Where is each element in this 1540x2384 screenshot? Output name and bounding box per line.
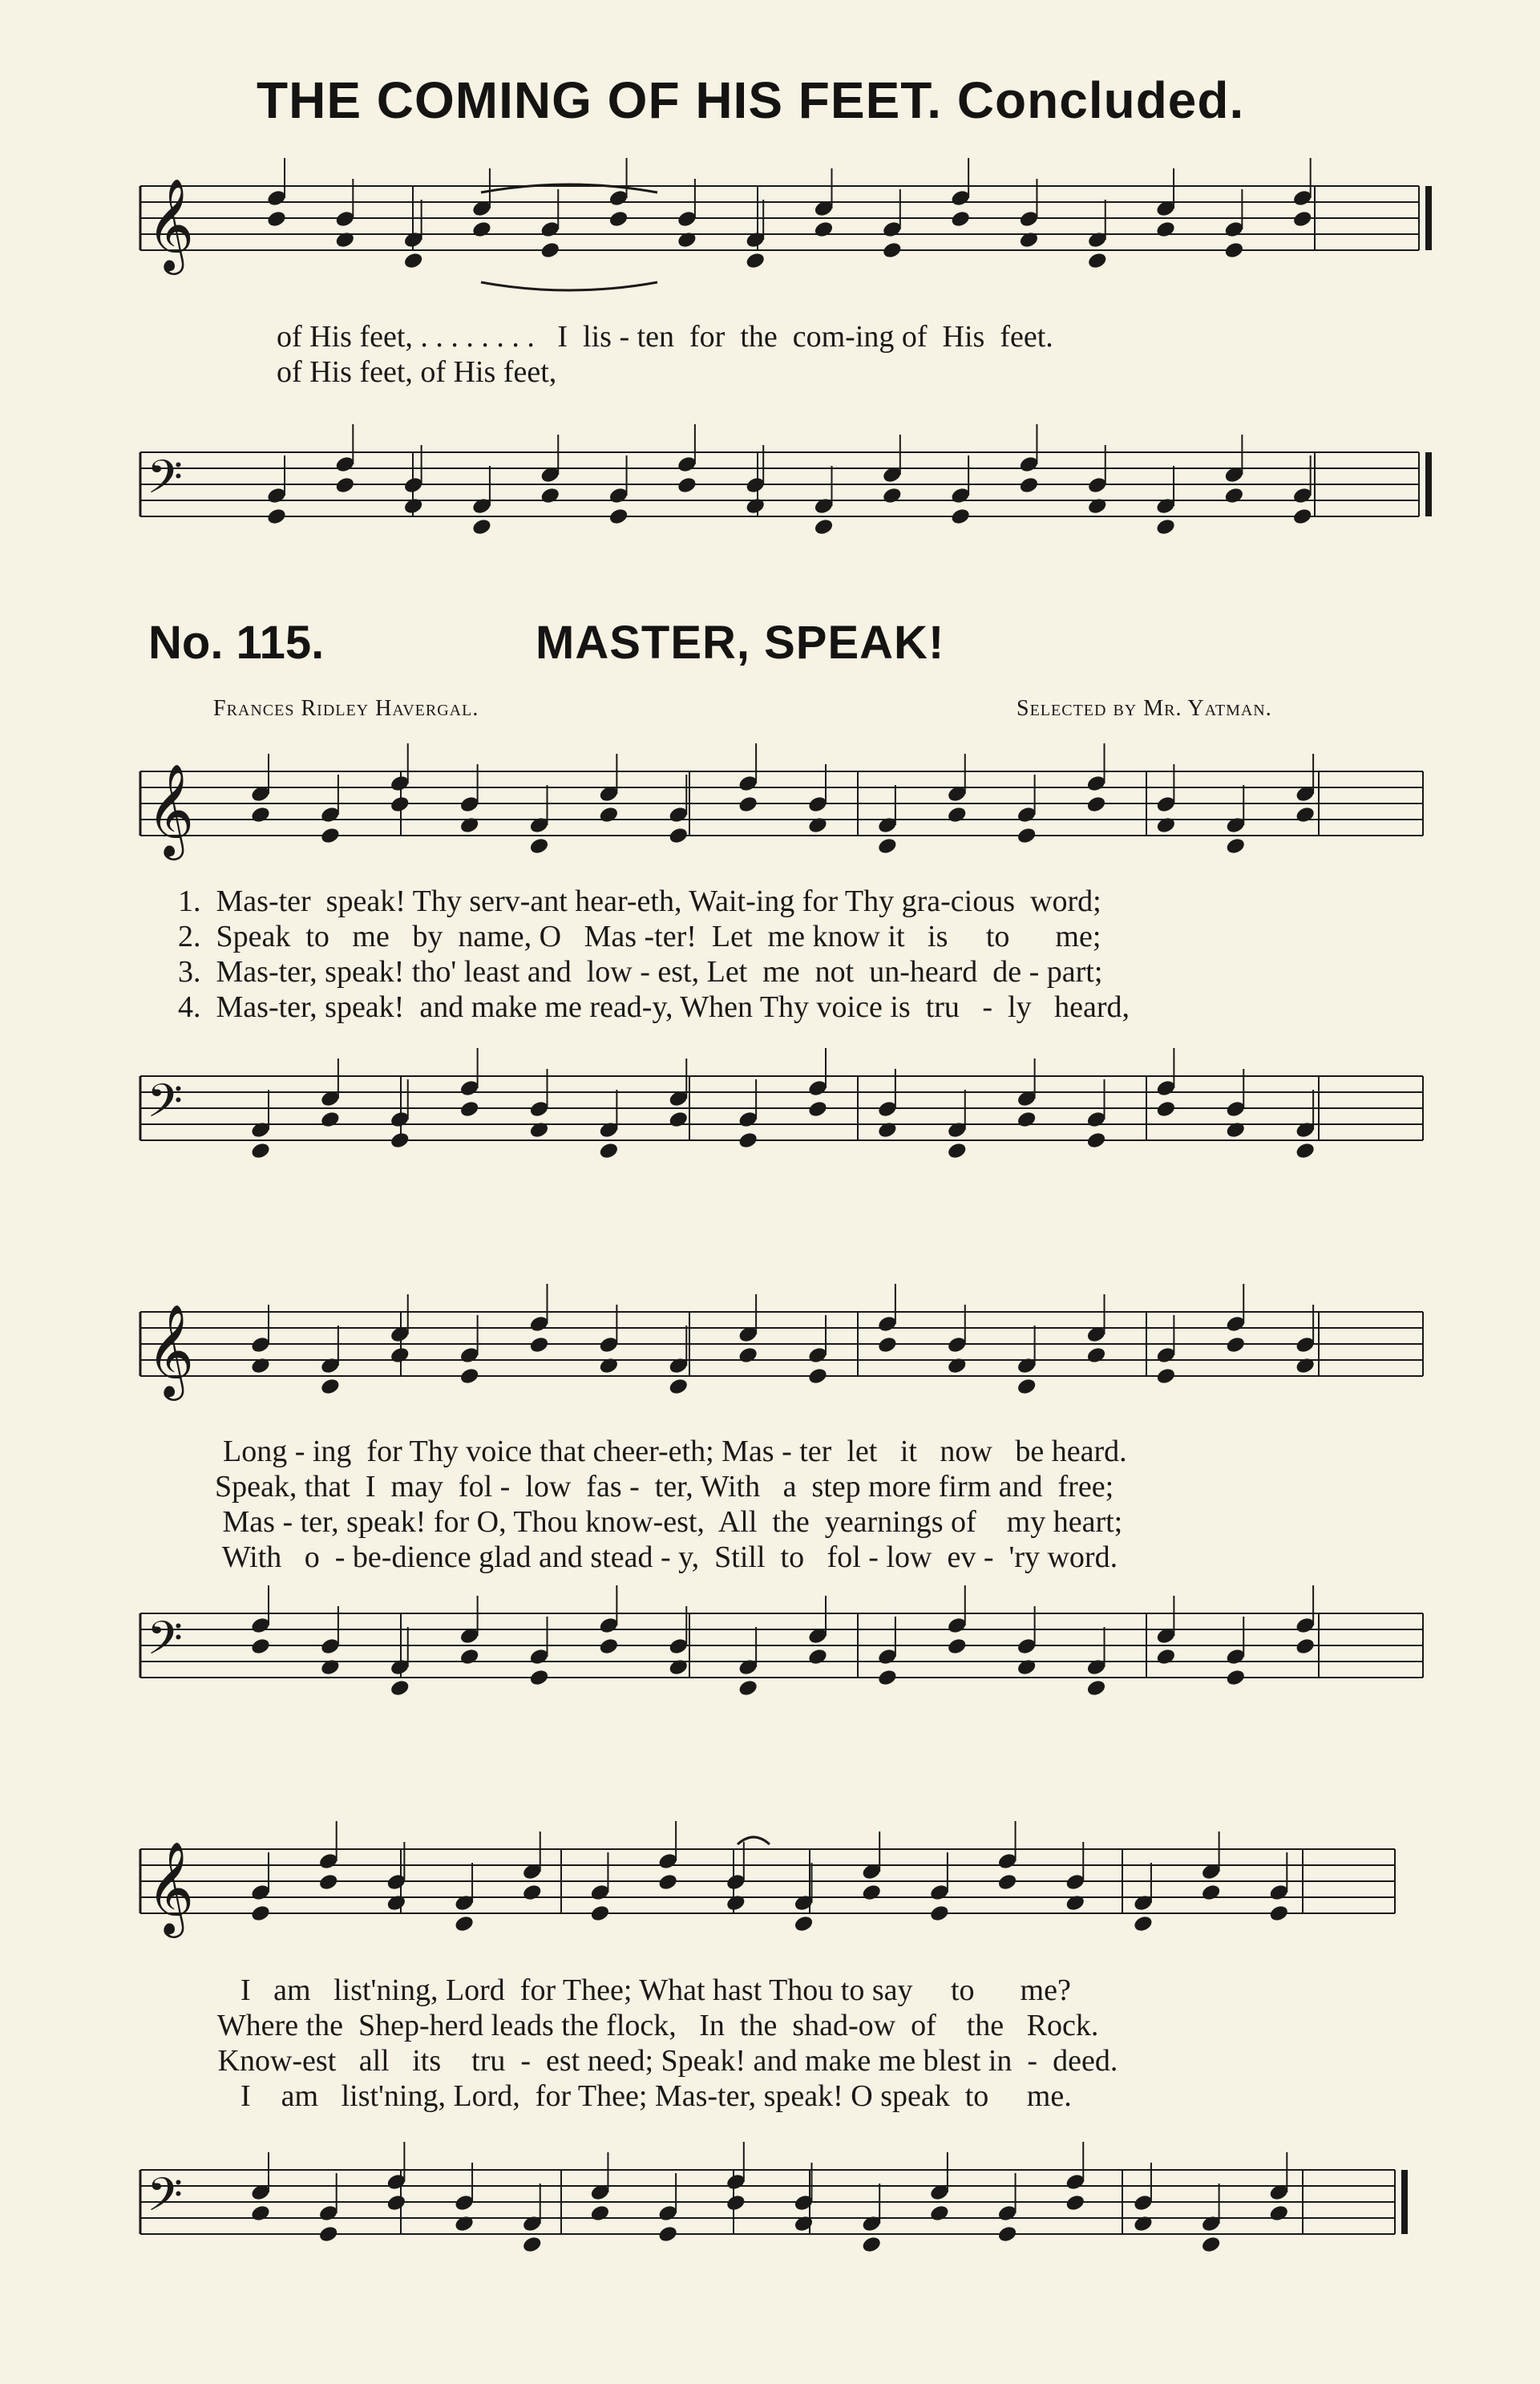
note-head — [738, 795, 759, 814]
note-head — [668, 1377, 689, 1396]
verse-line-1-2: 2. Speak to me by name, O Mas -ter! Let me know it is to me; — [178, 920, 1101, 953]
verse-line-2-4: With o - be-dience glad and stead - y, Still to fol - low ev - 'ry word. — [215, 1540, 1118, 1574]
note-head — [807, 816, 829, 835]
verse-line-3-3: Know-est all its tru - est need; Speak! and make me blest in - deed. — [210, 2044, 1118, 2078]
note-head — [946, 1356, 968, 1375]
note-head — [877, 1120, 899, 1139]
note-head — [813, 220, 835, 239]
note-head — [250, 1356, 272, 1375]
note-head — [608, 209, 629, 229]
note-head — [540, 241, 561, 260]
note-head — [250, 1141, 272, 1160]
treble-clef-icon: 𝄞 — [147, 763, 195, 856]
note-head — [738, 1678, 759, 1698]
verse-line-2-1: Long - ing for Thy voice that cheer-eth; Mas - ter let it now be heard. — [223, 1435, 1127, 1468]
note-head — [1223, 486, 1245, 505]
note-head — [1016, 1377, 1037, 1396]
note-head — [386, 2193, 407, 2212]
note-head — [528, 1335, 550, 1354]
note-head — [454, 2214, 475, 2233]
note-head — [521, 2235, 543, 2254]
note-head — [528, 836, 550, 856]
continuation-lyric-line-1: of His feet, . . . . . . . . I lis - ten for the com-ing of His feet. — [277, 320, 1053, 354]
note-head — [996, 1872, 1018, 1892]
note-head — [1200, 1883, 1222, 1902]
note-head — [881, 241, 903, 260]
note-head — [1155, 220, 1177, 239]
note-head — [1086, 496, 1108, 516]
note-head — [1200, 2235, 1222, 2254]
note-head — [877, 1668, 899, 1687]
note-head — [1016, 1657, 1037, 1677]
note-head — [725, 2193, 746, 2212]
treble-clef-icon: 𝄞 — [147, 1303, 195, 1397]
note-head — [861, 1883, 883, 1902]
note-head — [528, 1120, 550, 1139]
note-head — [471, 517, 493, 536]
note-head — [946, 805, 968, 824]
verse-line-3-2: Where the Shep-herd leads the flock, In the shad-ow of the Rock. — [210, 2009, 1099, 2042]
note-head — [793, 1914, 814, 1933]
note-head — [1016, 826, 1037, 845]
note-head — [389, 795, 410, 814]
note-head — [320, 826, 342, 845]
note-head — [598, 805, 620, 824]
note-head — [657, 1872, 679, 1892]
note-head — [389, 1346, 410, 1365]
note-head — [389, 1131, 410, 1150]
note-head — [528, 1668, 550, 1687]
note-head — [950, 209, 972, 229]
note-head — [1085, 1678, 1107, 1698]
note-head — [1155, 1647, 1177, 1666]
note-head — [1295, 1141, 1316, 1160]
verse-line-2-2: Speak, that I may fol - low fas - ter, With a step more firm and free; — [215, 1470, 1114, 1504]
note-head — [813, 517, 835, 536]
verse-line-3-4: I am list'ning, Lord, for Thee; Mas-ter, speak! O speak to me. — [210, 2079, 1072, 2113]
note-head — [738, 1131, 759, 1150]
note-head — [608, 507, 629, 526]
hymn-selected-by: Selected by Mr. Yatman. — [1017, 696, 1272, 721]
note-head — [589, 1904, 611, 1923]
verse-line-1-1: 1. Mas-ter speak! Thy serv-ant hear-eth, Wait-ing for Thy gra-cious word; — [178, 884, 1101, 918]
note-head — [1291, 209, 1313, 229]
note-head — [1225, 1120, 1247, 1139]
note-head — [1155, 1366, 1177, 1386]
note-head — [389, 1678, 410, 1698]
note-head — [877, 836, 899, 856]
hymn-title: MASTER, SPEAK! — [536, 617, 945, 669]
note-head — [320, 1377, 342, 1396]
note-head — [598, 1637, 620, 1656]
note-head — [598, 1356, 620, 1375]
note-head — [521, 1883, 543, 1902]
note-head — [334, 230, 356, 249]
note-head — [250, 805, 272, 824]
note-head — [677, 476, 698, 495]
note-head — [738, 1346, 759, 1365]
note-head — [459, 1647, 480, 1666]
note-head — [1065, 1893, 1086, 1912]
note-head — [1133, 2214, 1154, 2233]
note-head — [266, 507, 288, 526]
note-head — [1155, 1099, 1177, 1119]
note-head — [1133, 1914, 1154, 1933]
note-head — [1225, 1335, 1247, 1354]
bass-clef-icon: 𝄢 — [147, 1611, 184, 1677]
note-head — [807, 1647, 829, 1666]
note-head — [1085, 795, 1107, 814]
note-head — [1065, 2193, 1086, 2212]
verse-line-2-3: Mas - ter, speak! for O, Thou know-est, All the yearnings of my heart; — [215, 1505, 1123, 1539]
note-head — [471, 220, 493, 239]
fermata-icon — [738, 1837, 770, 1844]
note-head — [402, 496, 424, 516]
note-head — [657, 2224, 679, 2244]
note-head — [950, 507, 972, 526]
bass-clef-icon: 𝄢 — [147, 450, 184, 516]
note-head — [320, 1657, 342, 1677]
note-head — [402, 251, 424, 270]
hymn-author: Frances Ridley Havergal. — [213, 696, 479, 721]
note-head — [793, 2214, 814, 2233]
note-head — [1085, 1131, 1107, 1150]
note-head — [1018, 230, 1040, 249]
note-head — [677, 230, 698, 249]
note-head — [1016, 1110, 1037, 1129]
note-head — [250, 2204, 272, 2223]
bass-clef-icon: 𝄢 — [147, 2167, 184, 2233]
note-head — [1085, 1346, 1107, 1365]
note-head — [1295, 805, 1316, 824]
note-head — [929, 2204, 951, 2223]
verse-line-1-3: 3. Mas-ter, speak! tho' least and low - est, Let me not un-heard de - part; — [178, 955, 1103, 989]
note-head — [996, 2224, 1018, 2244]
slur — [481, 282, 657, 290]
note-head — [1291, 507, 1313, 526]
note-head — [598, 1141, 620, 1160]
note-head — [946, 1141, 968, 1160]
note-head — [320, 1110, 342, 1129]
note-head — [668, 826, 689, 845]
bass-clef-icon: 𝄢 — [147, 1074, 184, 1139]
note-head — [861, 2235, 883, 2254]
note-head — [807, 1366, 829, 1386]
note-head — [454, 1914, 475, 1933]
note-head — [929, 1904, 951, 1923]
note-head — [946, 1637, 968, 1656]
hymn-number: No. 115. — [148, 617, 325, 669]
note-head — [725, 1893, 746, 1912]
note-head — [745, 496, 766, 516]
note-head — [807, 1099, 829, 1119]
note-head — [250, 1904, 272, 1923]
note-head — [317, 1872, 339, 1892]
note-head — [1018, 476, 1040, 495]
note-head — [1295, 1637, 1316, 1656]
note-head — [1155, 517, 1177, 536]
treble-clef-icon: 𝄞 — [147, 1840, 195, 1934]
note-head — [668, 1657, 689, 1677]
continuation-lyric-line-2: of His feet, of His feet, — [277, 355, 557, 389]
note-head — [1086, 251, 1108, 270]
note-head — [540, 486, 561, 505]
note-head — [1268, 1904, 1290, 1923]
note-head — [1268, 2204, 1290, 2223]
continuation-title: THE COMING OF HIS FEET. Concluded. — [257, 71, 1245, 129]
note-head — [459, 1099, 480, 1119]
note-head — [668, 1110, 689, 1129]
verse-line-1-4: 4. Mas-ter, speak! and make me read-y, When Thy voice is tru - ly heard, — [178, 990, 1130, 1024]
note-head — [1155, 816, 1177, 835]
note-head — [1225, 836, 1247, 856]
note-head — [459, 816, 480, 835]
note-head — [317, 2224, 339, 2244]
note-head — [334, 476, 356, 495]
note-head — [745, 251, 766, 270]
note-head — [1295, 1356, 1316, 1375]
verse-line-3-1: I am list'ning, Lord for Thee; What hast Thou to say to me? — [210, 1973, 1071, 2007]
note-head — [1225, 1668, 1247, 1687]
note-head — [877, 1335, 899, 1354]
note-head — [459, 1366, 480, 1386]
note-head — [881, 486, 903, 505]
note-head — [1223, 241, 1245, 260]
note-head — [250, 1637, 272, 1656]
note-head — [386, 1893, 407, 1912]
note-head — [266, 209, 288, 229]
treble-clef-icon: 𝄞 — [147, 177, 195, 271]
note-head — [589, 2204, 611, 2223]
